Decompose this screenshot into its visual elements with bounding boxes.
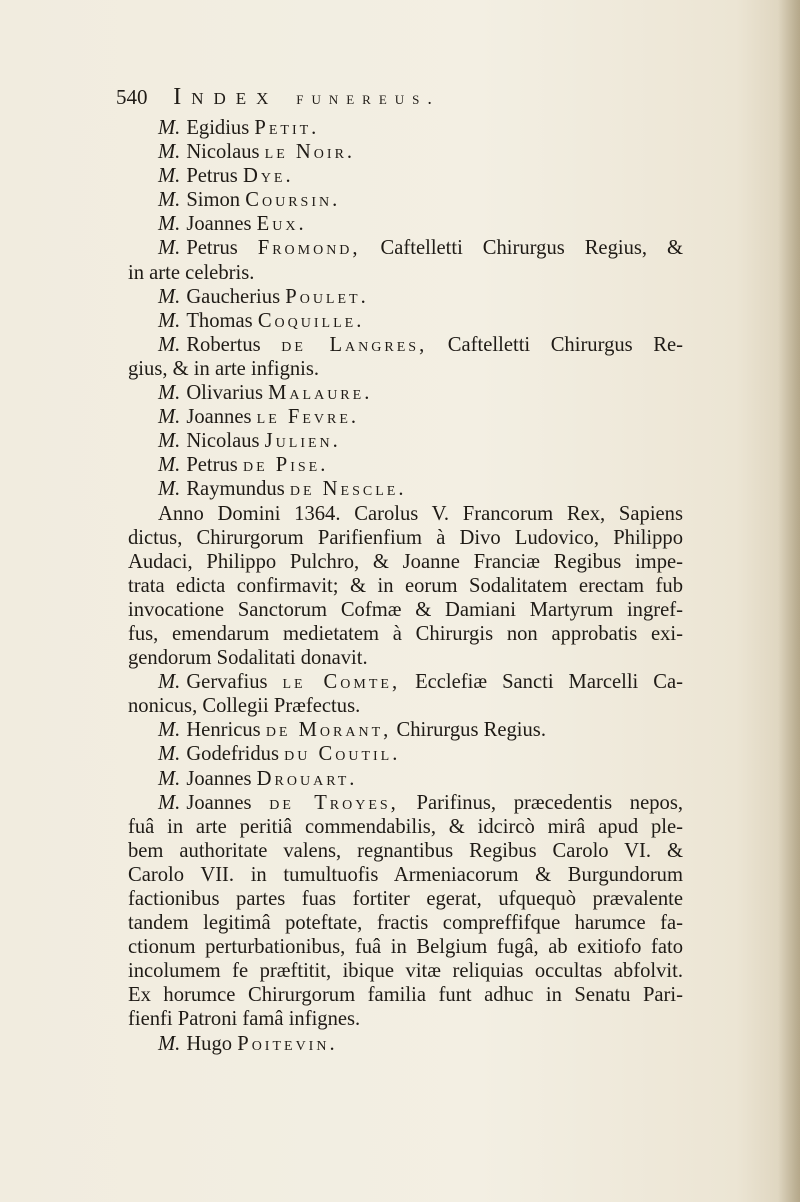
text-line [128,261,683,285]
text-line [128,116,683,140]
surname: le Noir. [264,141,356,164]
text-line [128,694,683,718]
line-text: Godefridus [186,743,285,766]
text-line [128,1032,683,1056]
text-line [128,477,683,501]
master-abbrev: M. [158,430,181,453]
master-abbrev: M. [158,454,181,477]
surname: Coquille. [257,309,365,332]
text-line [128,140,683,164]
running-header [116,80,676,114]
line-text: Joannes [186,791,270,814]
surname: Poulet. [285,285,369,308]
surname: Coursin. [245,189,341,212]
text-line [128,646,683,670]
text-line [128,887,683,911]
line-text: Olivarius [186,382,269,405]
master-abbrev: M. [158,189,181,212]
text-line [128,935,683,959]
line-text: Henricus [186,719,266,742]
line-text: dictus, Chirurgorum Parifienfium à Divo Ludovico, Philippo [128,526,683,549]
surname: Drouart. [256,767,358,790]
text-line [128,309,683,333]
text-line [128,791,683,815]
master-abbrev: M. [158,767,181,790]
text-line [128,670,683,694]
text-line [128,188,683,212]
text-line [128,863,683,887]
surname: Fromond, [257,237,361,260]
line-text: Carolo VII. in tumultuofis Armeniacorum & Burgundorum [128,863,683,886]
line-text: Petrus [186,237,258,260]
line-text: Petrus [186,165,243,188]
text-line [128,839,683,863]
text-line [128,357,683,381]
line-text: Joannes [186,406,257,429]
surname: Eux. [256,213,307,236]
line-text: fuâ in arte peritiâ commendabilis, & idcircò mirâ apud ple- [128,815,683,838]
line-text: fus, emendarum medietatem à Chirurgis non approbatis exi- [128,622,683,645]
surname: Poitevin. [237,1032,338,1055]
line-text: tandem legitimâ poteftate, fractis compreffifque harumce fa- [128,912,683,935]
text-line [128,550,683,574]
surname: le Fevre. [256,406,360,429]
text-line [128,236,683,260]
text-line [128,598,683,622]
line-text: Gervafius [186,671,283,694]
master-abbrev: M. [158,165,181,188]
header-title-funereus: funereus. [296,88,440,108]
text-line [128,574,683,598]
master-abbrev: M. [158,237,181,260]
line-text: Ex horumce Chirurgorum familia funt adhuc in Senatu Pari- [128,984,683,1007]
text-line [128,453,683,477]
master-abbrev: M. [158,117,181,139]
line-text-rest: Parifinus, præcedentis nepos, [398,791,683,814]
text-line [128,164,683,188]
text-line [128,212,683,236]
text-line [128,622,683,646]
text-line [128,526,683,550]
line-text-rest: Ecclefiæ Sancti Marcelli Ca- [400,671,683,694]
line-text-rest: Chirurgus Regius. [391,719,546,742]
surname: de Nescle. [289,478,407,501]
line-text: Raymundus [186,478,290,501]
line-text: invocatione Sanctorum Cofmæ & Damiani Martyrum ingref- [128,598,683,621]
line-text: Audaci, Philippo Pulchro, & Joanne Franciæ Regibus impe- [128,550,683,573]
line-text: ctionum perturbationibus, fuâ in Belgium fugâ, ab exitiofo fato [128,936,683,959]
surname: le Comte, [282,671,401,694]
line-text: gius, & in arte infignis. [128,357,320,380]
line-text: Petrus [186,454,243,477]
text-line [128,815,683,839]
text-block [128,116,683,1056]
page-edge-shadow [778,0,800,1202]
surname: du Coutil. [284,743,401,766]
line-text: in arte celebris. [128,261,255,284]
header-title-index: Index [173,84,279,110]
master-abbrev: M. [158,333,181,356]
line-text: fienfi Patroni famâ infignes. [128,1008,361,1031]
line-text: Hugo [186,1032,238,1055]
text-line [128,429,683,453]
line-text: Nicolaus [186,430,265,453]
master-abbrev: M. [158,719,181,742]
master-abbrev: M. [158,478,181,501]
surname: de Morant, [265,719,392,742]
text-line [128,502,683,526]
master-abbrev: M. [158,406,181,429]
surname: de Langres, [281,333,428,356]
surname: Dye. [242,165,294,188]
master-abbrev: M. [158,791,181,814]
text-line [128,405,683,429]
text-line [128,767,683,791]
line-text: Gaucherius [186,285,286,308]
surname: Julien. [264,430,341,453]
line-text: Egidius [186,117,255,139]
text-line [128,959,683,983]
text-line [128,381,683,405]
line-text-rest: Caftelletti Chirurgus Re- [427,333,684,356]
master-abbrev: M. [158,309,181,332]
master-abbrev: M. [158,1032,181,1055]
text-line [128,333,683,357]
line-text: incolumem fe præftitit, ibique vitæ reliquias occultas abfolvit. [128,960,683,983]
line-text: factionibus partes fuas fortiter egerat, ufquequò prævalente [128,888,683,910]
master-abbrev: M. [158,382,181,405]
line-text: Nicolaus [186,141,265,164]
line-text: bem authoritate valens, regnantibus Regibus Carolo VI. & [128,839,683,862]
line-text: Simon [186,189,246,212]
text-line [128,983,683,1007]
text-line [128,1007,683,1031]
line-text: Anno Domini 1364. Carolus V. Francorum Rex, Sapiens [158,502,683,525]
text-line [128,285,683,309]
line-text: Thomas [186,309,258,332]
line-text: Robertus [186,333,282,356]
surname: de Pise. [242,454,329,477]
line-text: trata edicta confirmavit; & in eorum Sodalitatem erectam fub [128,574,683,597]
master-abbrev: M. [158,671,181,694]
surname: Malaure. [268,382,373,405]
text-line [128,911,683,935]
surname: Petit. [254,117,320,139]
line-text: gendorum Sodalitati donavit. [128,647,368,670]
master-abbrev: M. [158,213,181,236]
line-text-rest: Caftelletti Chirurgus Regius, & [360,237,683,260]
page-number: 540 [116,85,148,109]
surname: de Troyes, [269,791,399,814]
master-abbrev: M. [158,141,181,164]
master-abbrev: M. [158,285,181,308]
line-text: Joannes [186,213,257,236]
text-line [128,718,683,742]
line-text: nonicus, Collegii Præfectus. [128,695,361,718]
line-text: Joannes [186,767,257,790]
text-line [128,742,683,766]
master-abbrev: M. [158,743,181,766]
